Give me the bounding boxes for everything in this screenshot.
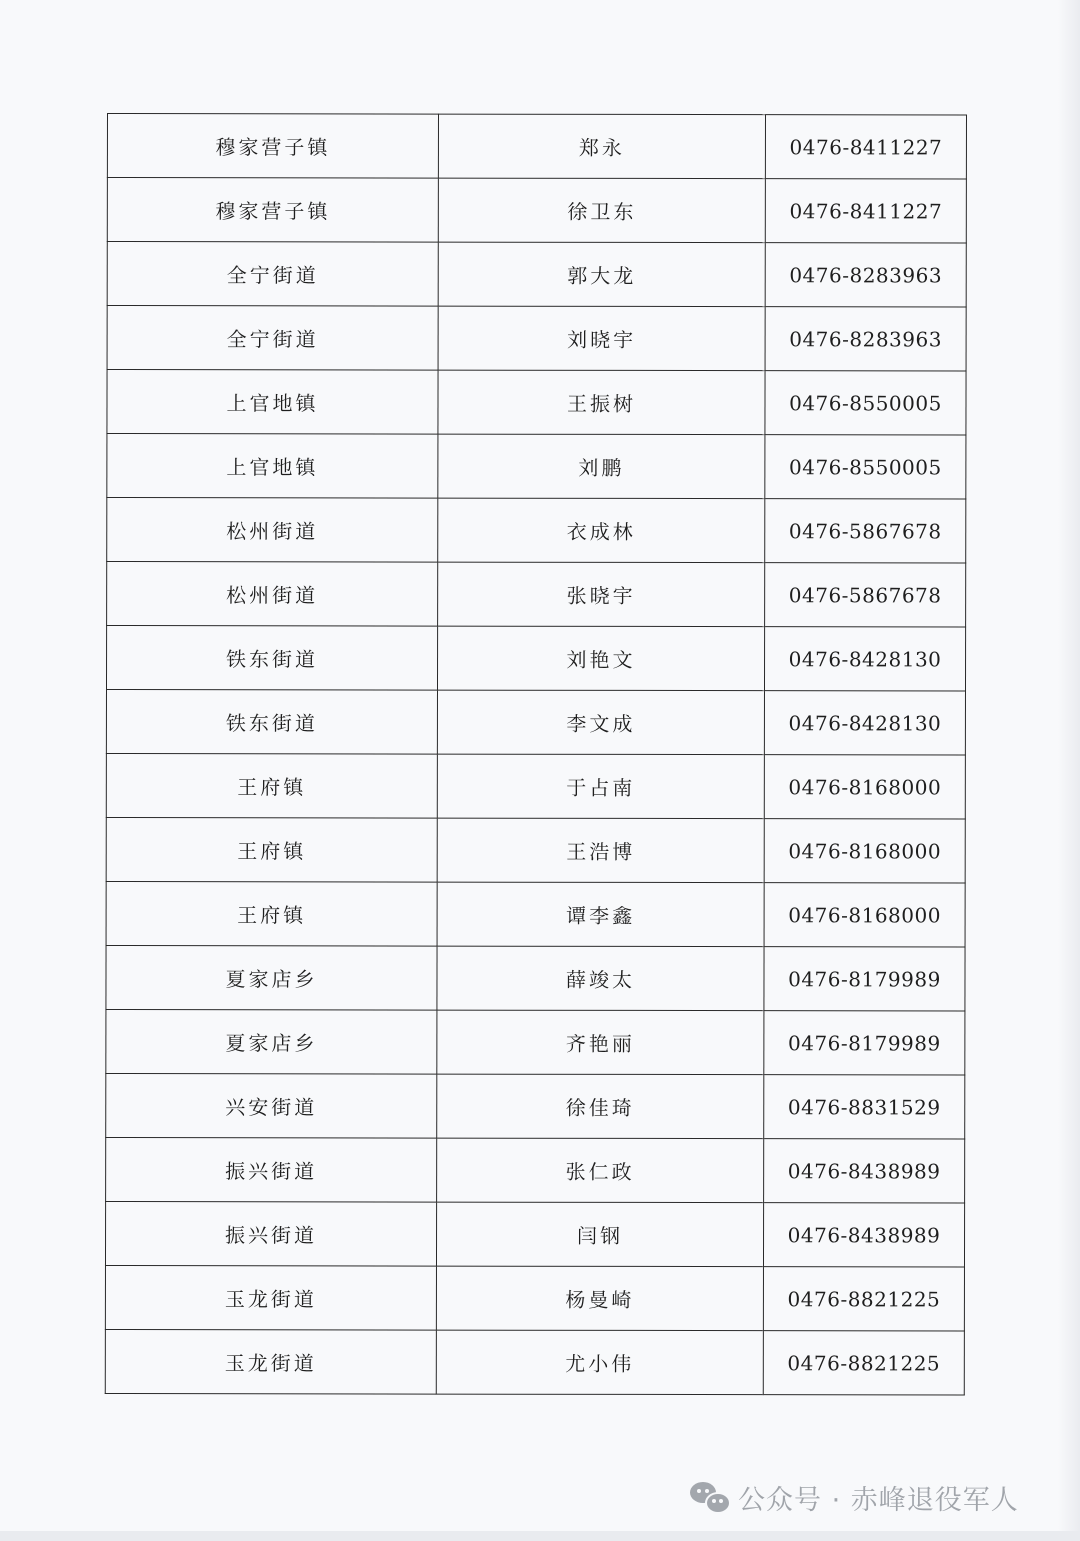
cell-phone: 0476-8550005 xyxy=(765,435,966,499)
cell-name: 张仁政 xyxy=(437,1138,764,1203)
cell-name: 刘晓宇 xyxy=(438,306,765,371)
table-row xyxy=(107,306,966,371)
cell-name: 李文成 xyxy=(437,690,764,755)
cell-name: 郑永 xyxy=(438,114,765,179)
cell-area: 全宁街道 xyxy=(107,306,438,371)
cell-phone: 0476-8411227 xyxy=(765,115,966,179)
cell-phone: 0476-8179989 xyxy=(764,947,965,1011)
cell-area: 振兴街道 xyxy=(106,1137,437,1202)
table-row xyxy=(106,881,965,946)
scan-edge-bottom xyxy=(0,1531,1080,1541)
cell-name: 杨曼崎 xyxy=(436,1266,763,1331)
cell-area: 松州街道 xyxy=(107,562,438,627)
cell-area: 王府镇 xyxy=(106,753,437,818)
table-row xyxy=(105,1201,964,1266)
cell-area: 穆家营子镇 xyxy=(107,114,438,179)
cell-phone: 0476-8438989 xyxy=(763,1203,964,1267)
cell-area: 夏家店乡 xyxy=(106,945,437,1010)
contact-table xyxy=(105,113,967,1395)
table-row xyxy=(107,114,966,179)
cell-phone: 0476-8550005 xyxy=(765,371,966,435)
cell-area: 玉龙街道 xyxy=(105,1329,436,1394)
cell-phone: 0476-8168000 xyxy=(764,819,965,883)
cell-phone: 0476-8821225 xyxy=(763,1267,964,1331)
wechat-watermark xyxy=(690,1475,1019,1519)
table-row xyxy=(107,498,966,563)
cell-name: 刘艳文 xyxy=(437,626,764,691)
cell-name: 徐卫东 xyxy=(438,178,765,243)
cell-name: 王浩博 xyxy=(437,818,764,883)
cell-phone: 0476-8411227 xyxy=(765,179,966,243)
table-row xyxy=(107,370,966,435)
table-row xyxy=(107,562,966,627)
cell-name: 徐佳琦 xyxy=(437,1074,764,1139)
cell-name: 王振树 xyxy=(438,370,765,435)
cell-phone: 0476-8283963 xyxy=(765,243,966,307)
table-row xyxy=(106,1137,965,1202)
watermark-text: 公众号 · 赤峰退役军人 xyxy=(738,1484,1019,1516)
cell-area: 铁东街道 xyxy=(106,690,437,755)
cell-phone: 0476-8428130 xyxy=(764,691,965,755)
cell-area: 铁东街道 xyxy=(106,626,437,691)
cell-phone: 0476-8168000 xyxy=(764,755,965,819)
cell-area: 王府镇 xyxy=(106,817,437,882)
cell-phone: 0476-8179989 xyxy=(764,1011,965,1075)
cell-area: 玉龙街道 xyxy=(105,1265,436,1330)
table-row xyxy=(106,817,965,882)
table-row xyxy=(106,690,965,755)
cell-name: 刘鹏 xyxy=(438,434,765,499)
cell-name: 尤小伟 xyxy=(436,1330,763,1395)
cell-phone: 0476-5867678 xyxy=(765,563,966,627)
wechat-icon xyxy=(690,1480,730,1514)
table-row xyxy=(106,753,965,818)
cell-name: 薛竣太 xyxy=(437,946,764,1011)
table-row xyxy=(107,434,966,499)
table-row xyxy=(106,945,965,1010)
cell-phone: 0476-8283963 xyxy=(765,307,966,371)
cell-area: 夏家店乡 xyxy=(106,1009,437,1074)
contact-table-body xyxy=(105,114,966,1395)
cell-phone: 0476-8821225 xyxy=(763,1331,964,1395)
cell-area: 上官地镇 xyxy=(107,370,438,435)
table-row xyxy=(106,626,965,691)
scan-edge-shadow xyxy=(1058,0,1080,1541)
cell-name: 谭李鑫 xyxy=(437,882,764,947)
table-row xyxy=(107,178,966,243)
cell-name: 衣成林 xyxy=(438,498,765,563)
cell-area: 王府镇 xyxy=(106,881,437,946)
cell-phone: 0476-8831529 xyxy=(764,1075,965,1139)
table-row xyxy=(105,1265,964,1330)
cell-area: 松州街道 xyxy=(107,498,438,563)
cell-area: 上官地镇 xyxy=(107,434,438,499)
cell-phone: 0476-8438989 xyxy=(764,1139,965,1203)
cell-phone: 0476-8428130 xyxy=(764,627,965,691)
cell-area: 全宁街道 xyxy=(107,242,438,307)
cell-name: 郭大龙 xyxy=(438,242,765,307)
cell-phone: 0476-5867678 xyxy=(765,499,966,563)
cell-area: 振兴街道 xyxy=(105,1201,436,1266)
cell-area: 穆家营子镇 xyxy=(107,178,438,243)
cell-name: 闫钢 xyxy=(436,1202,763,1267)
cell-name: 张晓宇 xyxy=(438,562,765,627)
table-row xyxy=(106,1073,965,1138)
cell-phone: 0476-8168000 xyxy=(764,883,965,947)
table-row xyxy=(106,1009,965,1074)
table-row xyxy=(107,242,966,307)
cell-area: 兴安街道 xyxy=(106,1073,437,1138)
cell-name: 于占南 xyxy=(437,754,764,819)
cell-name: 齐艳丽 xyxy=(437,1010,764,1075)
table-row xyxy=(105,1329,964,1394)
